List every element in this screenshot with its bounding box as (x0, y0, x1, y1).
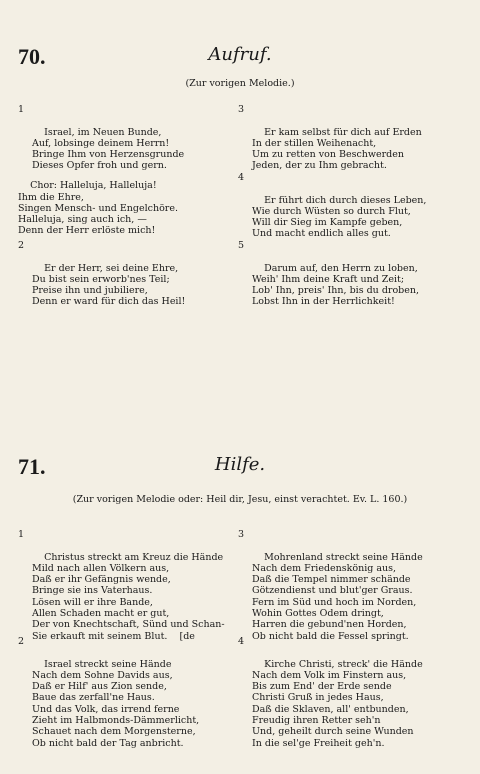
stanza-text: Chor: Halleluja, Halleluja! Ihm die Ehre, Singen Mensch- und Engelchöre. Halleluja, sing auch ich, — Denn der Herr erlöste mich! (18, 180, 178, 237)
stanza-number: 2 (18, 240, 25, 251)
stanza-number: 1 (18, 104, 25, 115)
stanza-text: Christus streckt am Kreuz die Hände Mild nach allen Völkern aus, Daß er ihr Gefängnis wende, Bringe sie ins Vaterhaus. Lösen will er ihre Bande, Allen Schaden macht er gut, Der von Knechtschaft, Sünd und Schan- Sie erkauft mit seinem Blut. [de (32, 551, 225, 642)
stanza (18, 240, 186, 319)
stanza-text: Er der Herr, sei deine Ehre, Du bist sein erworb'nes Teil; Preise ihn und jubiliere, Denn er ward für dich das Heil! (32, 262, 186, 308)
stanza (238, 636, 423, 760)
stanza-number: 4 (238, 172, 245, 183)
stanza-text: Er kam selbst für dich auf Erden In der stillen Weihenacht, Um zu retten von Beschwerden Jeden, der zu Ihm gebracht. (252, 126, 422, 172)
stanza-number: 2 (18, 636, 25, 647)
stanza-text: Israel, im Neuen Bunde, Auf, lobsinge deinem Herrn! Bringe Ihm von Herzensgrunde Dieses Opfer froh und gern. (32, 126, 185, 172)
stanza (18, 636, 200, 760)
stanza-number: 3 (238, 529, 245, 540)
stanza-number: 3 (238, 104, 245, 115)
hymn-number: 70. (18, 44, 46, 69)
hymn-title: Aufruf. (208, 44, 272, 65)
stanza-text: Kirche Christi, streck' die Hände Nach dem Volk im Finstern aus, Bis zum End' der Erde sende Christi Gruß in jedes Haus, Daß die Sklaven, all' entbunden, Freudig ihren Retter seh'n Und, geheilt durch seine Wunden In die sel'ge Freiheit geh'n. (252, 658, 423, 749)
hymn-title: Hilfe. (214, 454, 266, 475)
melody-note: (Zur vorigen Melodie.) (185, 78, 295, 89)
melody-note: (Zur vorigen Melodie oder: Heil dir, Jesu, einst verachtet. Ev. L. 160.) (72, 494, 408, 505)
stanza-number: 1 (18, 529, 25, 540)
stanza-text: Darum auf, den Herrn zu loben, Weih' Ihm deine Kraft und Zeit; Lob' Ihn, preis' Ihn, bis du droben, Lobst Ihn in der Herrlichkeit! (252, 262, 420, 308)
hymn-number: 71. (18, 454, 46, 479)
stanza-text: Israel streckt seine Hände Nach dem Sohne Davids aus, Daß er Hilf' aus Zion sende, Baue das zerfall'ne Haus. Und das Volk, das irrend ferne Zieht im Halbmonds-Dämmerlicht, Schauet nach dem Morgensterne, Ob nicht bald der Tag anbricht. (32, 658, 200, 749)
stanza (18, 529, 225, 653)
stanza (238, 529, 423, 653)
stanza-number: 4 (238, 636, 245, 647)
stanza-number: 5 (238, 240, 245, 251)
stanza-text: Er führt dich durch dieses Leben, Wie durch Wüsten so durch Flut, Will dir Sieg im Kampfe geben, Und macht endlich alles gut. (252, 194, 427, 240)
stanza-text: Mohrenland streckt seine Hände Nach dem Friedenskönig aus, Daß die Tempel nimmer schände Götzendienst und blut'ger Graus. Fern im Süd und hoch im Norden, Wohin Gottes Odem dringt, Harren die gebund'nen Horden, Ob nicht bald die Fessel springt. (252, 551, 423, 642)
stanza (238, 240, 420, 319)
stanza (18, 169, 178, 248)
